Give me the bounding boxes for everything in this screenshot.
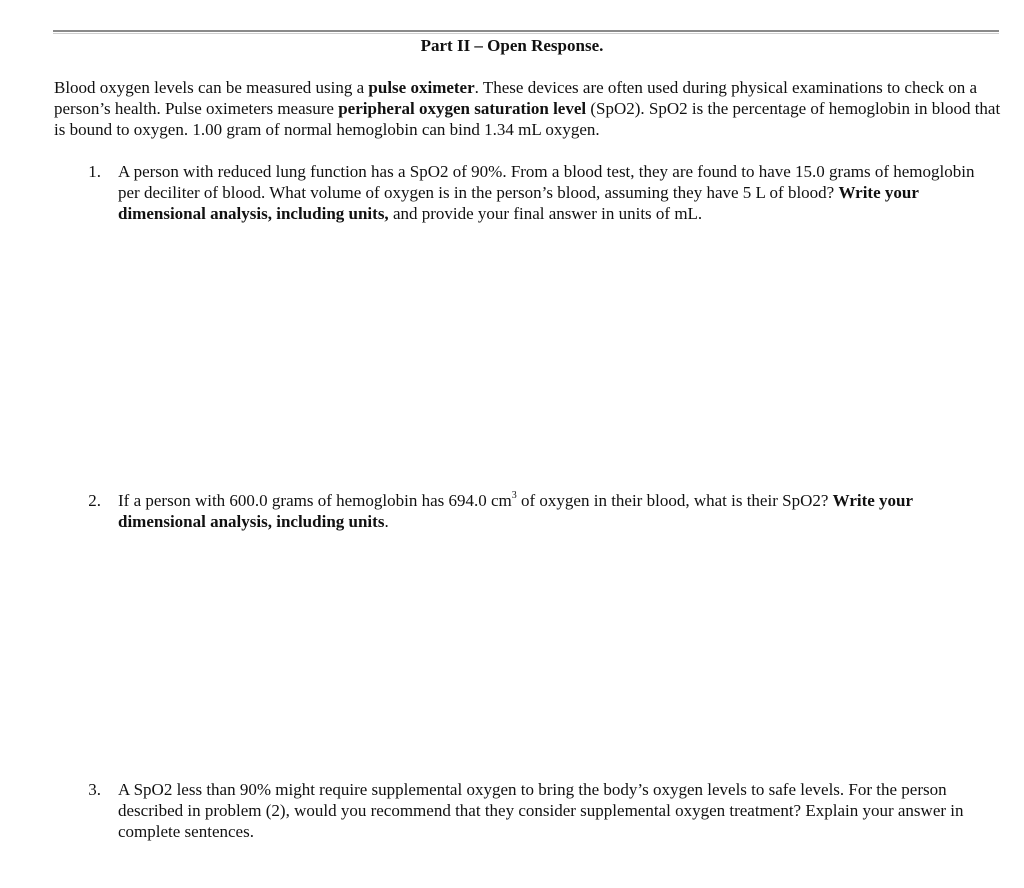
term-spo2-definition: peripheral oxygen saturation level [338,99,587,118]
question-1-tail: and provide your final answer in units of mL. [388,204,703,223]
term-pulse-oximeter: pulse oximeter [368,78,475,97]
question-2-tail: . [384,512,389,531]
question-2-superscript: 3 [511,490,517,502]
intro-text-1: Blood oxygen levels can be measured using a [54,78,369,97]
intro-paragraph [54,77,1002,140]
section-title: Part II – Open Response. [420,36,604,55]
question-3-number: 3. [88,780,101,799]
question-2-instruction: Write your dimensional analysis, including units [118,491,913,531]
question-2-body-b: of oxygen in their blood, what is their SpO2? [516,491,833,510]
question-1-body: A person with reduced lung function has a SpO2 of 90%. From a blood test, they are found to have 15.0 grams of hemoglobin per deciliter of blood. What volume of oxygen is in the person’s blood, assuming they have 5 L of blood? [118,162,975,202]
question-1-instruction: Write your dimensional analysis, including units, [118,183,919,223]
question-1-text [118,161,998,224]
question-2-text [118,490,998,532]
intro-text-3: (SpO2). SpO2 is the percentage of hemoglobin in blood that is bound to oxygen. 1.00 gram of normal hemoglobin can bind 1.34 mL oxygen. [54,99,1001,139]
intro-text-2: . These devices are often used during physical examinations to check on a person’s health. Pulse oximeters measure [54,78,978,118]
top-rule [53,30,999,32]
question-2-body-a: If a person with 600.0 grams of hemoglobin has 694.0 cm [118,491,512,510]
question-3-text: A SpO2 less than 90% might require supplemental oxygen to bring the body’s oxygen levels to safe levels. For the person described in problem (2), would you recommend that they consider supplemental oxygen treatment? Explain your answer in complete sentences. [118,780,964,841]
question-1-number: 1. [88,162,101,181]
question-2-number: 2. [88,491,101,510]
